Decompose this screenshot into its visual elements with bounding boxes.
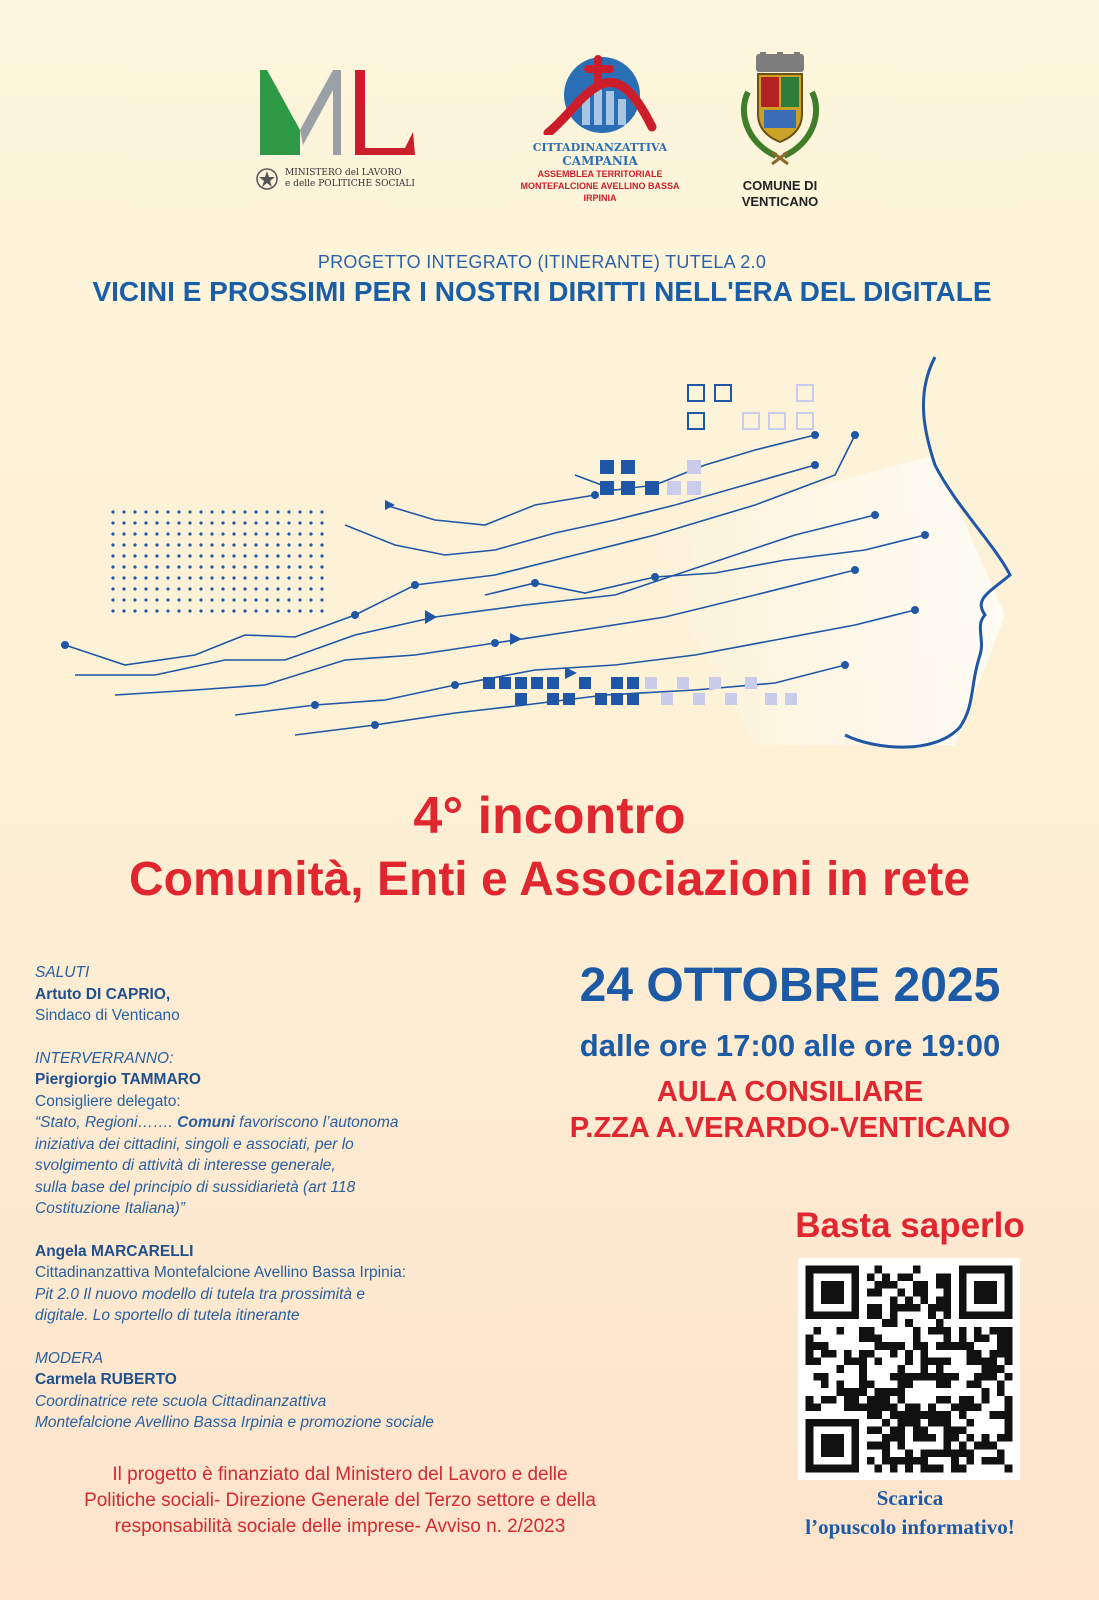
saluti-speaker-role: Sindaco di Venticano (35, 1007, 180, 1024)
saluti-speaker-name: Artuto DI CAPRIO (35, 985, 166, 1003)
funding-note-line3: responsabilità sociale delle imprese- Avviso n. 2/2023 (114, 1516, 566, 1537)
quote-bold-word: Comuni (177, 1114, 235, 1131)
assemblea-territoriale-label: ASSEMBLEA TERRITORIALE (537, 169, 663, 179)
modera-block (35, 1348, 555, 1434)
interventi-block (35, 1048, 555, 1220)
speaker1-quote-line4: sulla base del principio di sussidiarietà (art 118 (35, 1178, 356, 1196)
funding-note (20, 1462, 660, 1540)
saluti-block: SALUTI Artuto DI CAPRIO, Sindaco di Venticano (35, 962, 555, 1027)
project-subtitle: PROGETTO INTEGRATO (ITINERANTE) TUTELA 2.0 (317, 252, 767, 272)
speaker1-quote-line2: iniziativa dei cittadini, singoli e associati, per lo (35, 1135, 354, 1153)
speaker2-topic-line1: Pit 2.0 Il nuovo modello di tutela tra prossimità e (35, 1285, 365, 1303)
saluti-label: SALUTI (35, 964, 90, 981)
ministero-caption-line1: MINISTERO del LAVORO (285, 168, 402, 178)
cittadinanzattiva-name: CITTADINANZATTIVA (532, 141, 668, 154)
funding-note-line1: Il progetto è finanziato dal Ministero del Lavoro e delle (112, 1464, 568, 1485)
basta-saperlo-heading: Basta saperlo (795, 1206, 1025, 1245)
ml-letters-graphic (255, 60, 425, 160)
incontro-number: 4° incontro (413, 787, 686, 845)
download-cta-line1: Scarica (876, 1486, 944, 1510)
speaker1-name: Piergiorgio TAMMARO (35, 1071, 201, 1088)
event-venue-line1: AULA CONSILIARE (656, 1076, 924, 1108)
speaker1-quote-line5: Costituzione Italiana)” (35, 1200, 185, 1217)
event-title: Comunità, Enti e Associazioni in rete (128, 853, 971, 906)
event-venue-line2: P.ZZA A.VERARDO-VENTICANO (569, 1112, 1011, 1144)
speaker2-role: Cittadinanzattiva Montefalcione Avellino Bassa Irpinia: (35, 1264, 407, 1281)
cittadinanzattiva-logo (505, 55, 695, 205)
comune-label-line1: COMUNE DI (742, 178, 818, 193)
download-brochure-cta[interactable] (740, 1484, 1080, 1542)
project-title: VICINI E PROSSIMI PER I NOSTRI DIRITTI NELL'ERA DEL DIGITALE (92, 276, 992, 307)
comune-venticano-logo (730, 52, 830, 212)
interventi-label: INTERVERRANNO: (35, 1049, 174, 1067)
moderator-role-line2: Montefalcione Avellino Bassa Irpinia e promozione sociale (35, 1414, 434, 1431)
speaker2-topic-line2: digitale. Lo sportello di tutela itinerante (35, 1307, 300, 1324)
speaker2-name: Angela MARCARELLI (35, 1242, 194, 1260)
coat-of-arms-icon (730, 52, 830, 170)
cittadinanzattiva-region: CAMPANIA (562, 154, 638, 168)
assemblea-location-label: MONTEFALCIONE AVELLINO BASSA IRPINIA (520, 181, 680, 203)
ministero-lavoro-logo (255, 60, 425, 210)
cittadinanzattiva-emblem-icon (540, 55, 660, 135)
speaker1-quote-line3: svolgimento di attività di interesse generale, (35, 1157, 336, 1174)
event-date: 24 OTTOBRE 2025 (579, 959, 1001, 1012)
speaker2-block (35, 1241, 555, 1327)
moderator-role-line1: Coordinatrice rete scuola Cittadinanzattiva (35, 1392, 327, 1410)
republic-emblem-icon (255, 166, 279, 192)
modera-label: MODERA (35, 1349, 104, 1367)
ministero-caption-line2: e delle POLITICHE SOCIALI (285, 179, 415, 189)
moderator-name: Carmela RUBERTO (35, 1371, 177, 1388)
download-cta-line2: l’opuscolo informativo! (805, 1515, 1015, 1539)
qr-code[interactable] (798, 1258, 1020, 1480)
comune-label-line2: VENTICANO (741, 194, 819, 209)
event-time: dalle ore 17:00 alle ore 19:00 (579, 1028, 1001, 1063)
speaker1-role: Consigliere delegato: (35, 1092, 181, 1110)
digital-circuit-face-illustration (55, 355, 1045, 755)
funding-note-line2: Politiche sociali- Direzione Generale del Terzo settore e della (84, 1490, 596, 1511)
program-section (35, 962, 555, 1455)
ministero-caption (285, 168, 415, 190)
speaker1-quote: “Stato, Regioni……. Comuni favoriscono l’autonoma (35, 1114, 399, 1131)
